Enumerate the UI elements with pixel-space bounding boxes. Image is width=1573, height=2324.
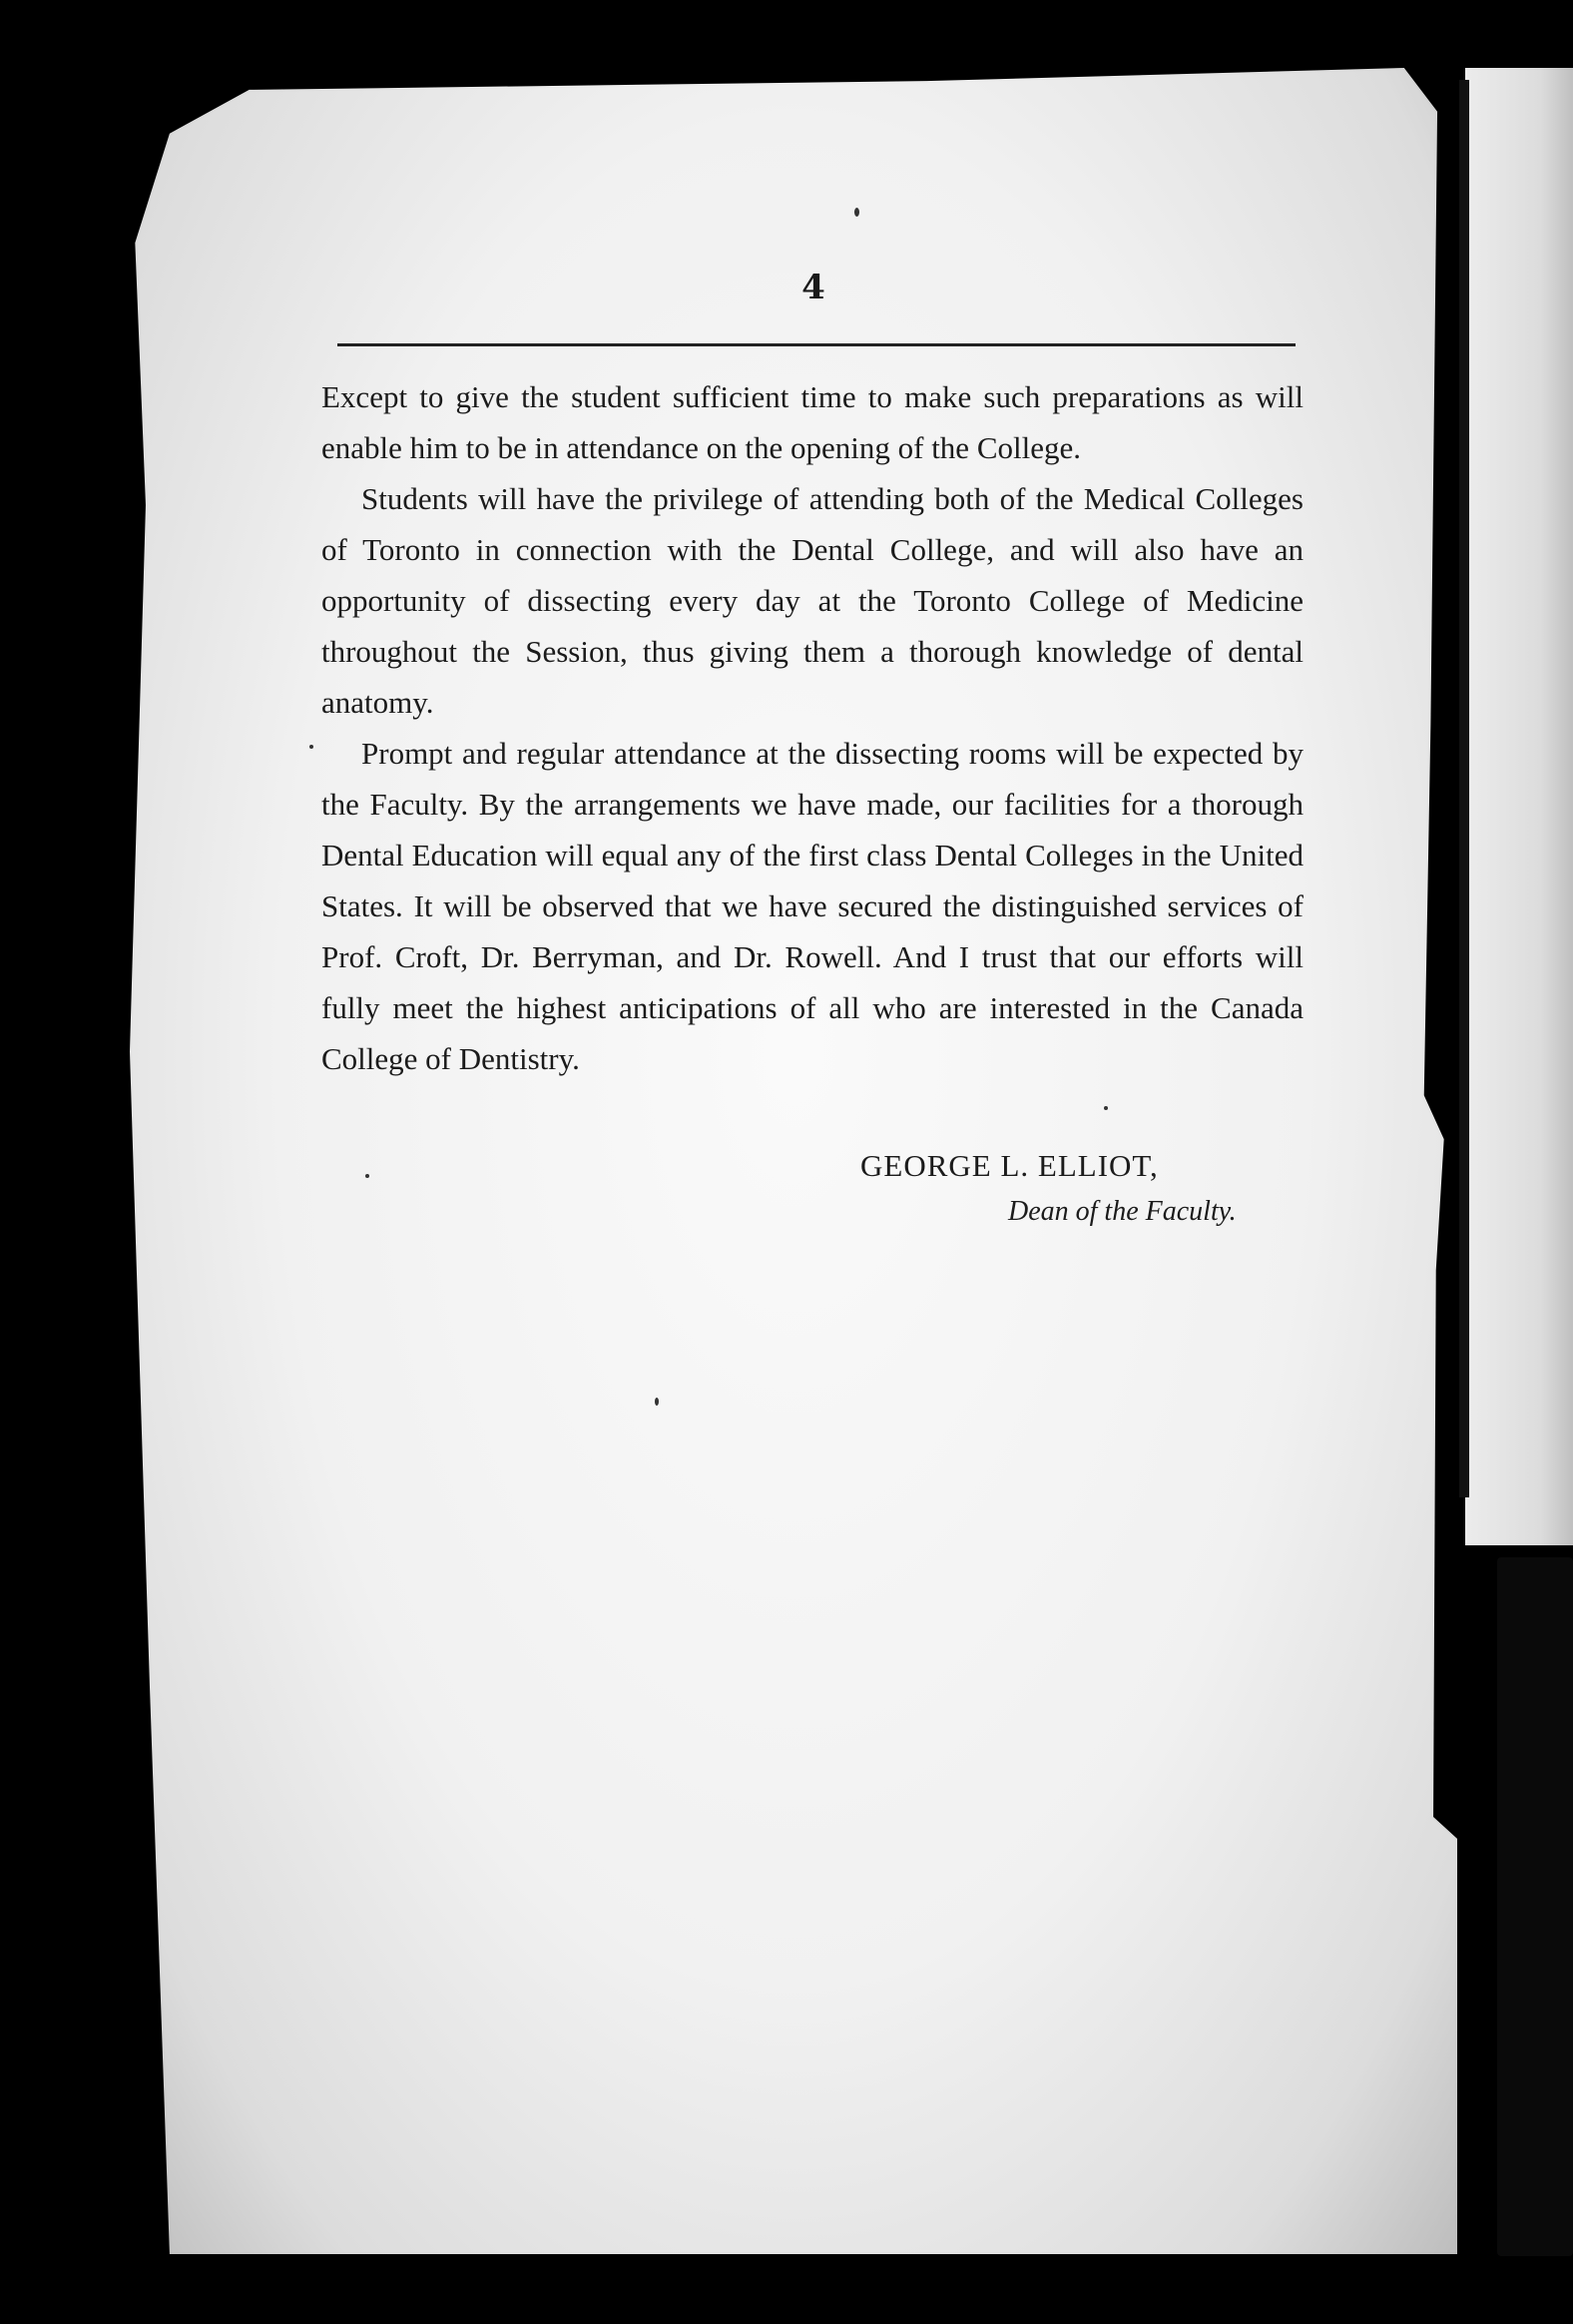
paragraph-2: Students will have the privilege of attending both of the Medical Colleges of Toronto in connection with the Dental College, and will also have an opportunity of dissecting every day at the Toronto College of Medicine throughout the Session, thus giving them a thorough knowledge of dental anatomy. <box>321 481 1304 720</box>
paragraph-3: Prompt and regular attendance at the dissecting rooms will be expected by the Faculty. By the arrangements we have made, our facilities for a thorough Dental Education will equal any of the first class Dental Colleges in the United States. It will be observed that we have secured the distinguished services of Prof. Croft, Dr. Berryman, and Dr. Rowell. And I trust that our efforts will fully meet the highest anticipations of all who are interested in the Canada College of Dentistry. <box>321 736 1304 1076</box>
binding-shadow <box>1459 80 1469 1497</box>
signature-title: Dean of the Faculty. <box>1008 1196 1237 1227</box>
paper-speck <box>655 1398 659 1406</box>
paper-speck <box>1104 1106 1108 1110</box>
ink-blot <box>1427 789 1449 801</box>
page-number: 4 <box>801 268 825 307</box>
signature-name: GEORGE L. ELLIOT, <box>860 1148 1159 1183</box>
body-text <box>321 371 1304 1084</box>
header-rule <box>337 343 1296 346</box>
paper-speck <box>365 1174 369 1178</box>
paper-speck <box>309 745 313 749</box>
paper-speck <box>854 208 859 217</box>
paragraph-1: Except to give the student sufficient time to make such preparations as will enable him to be in attendance on the opening of the College. <box>321 379 1304 465</box>
adjacent-page-edge <box>1465 68 1573 1545</box>
ink-blot <box>1497 1557 1573 2256</box>
